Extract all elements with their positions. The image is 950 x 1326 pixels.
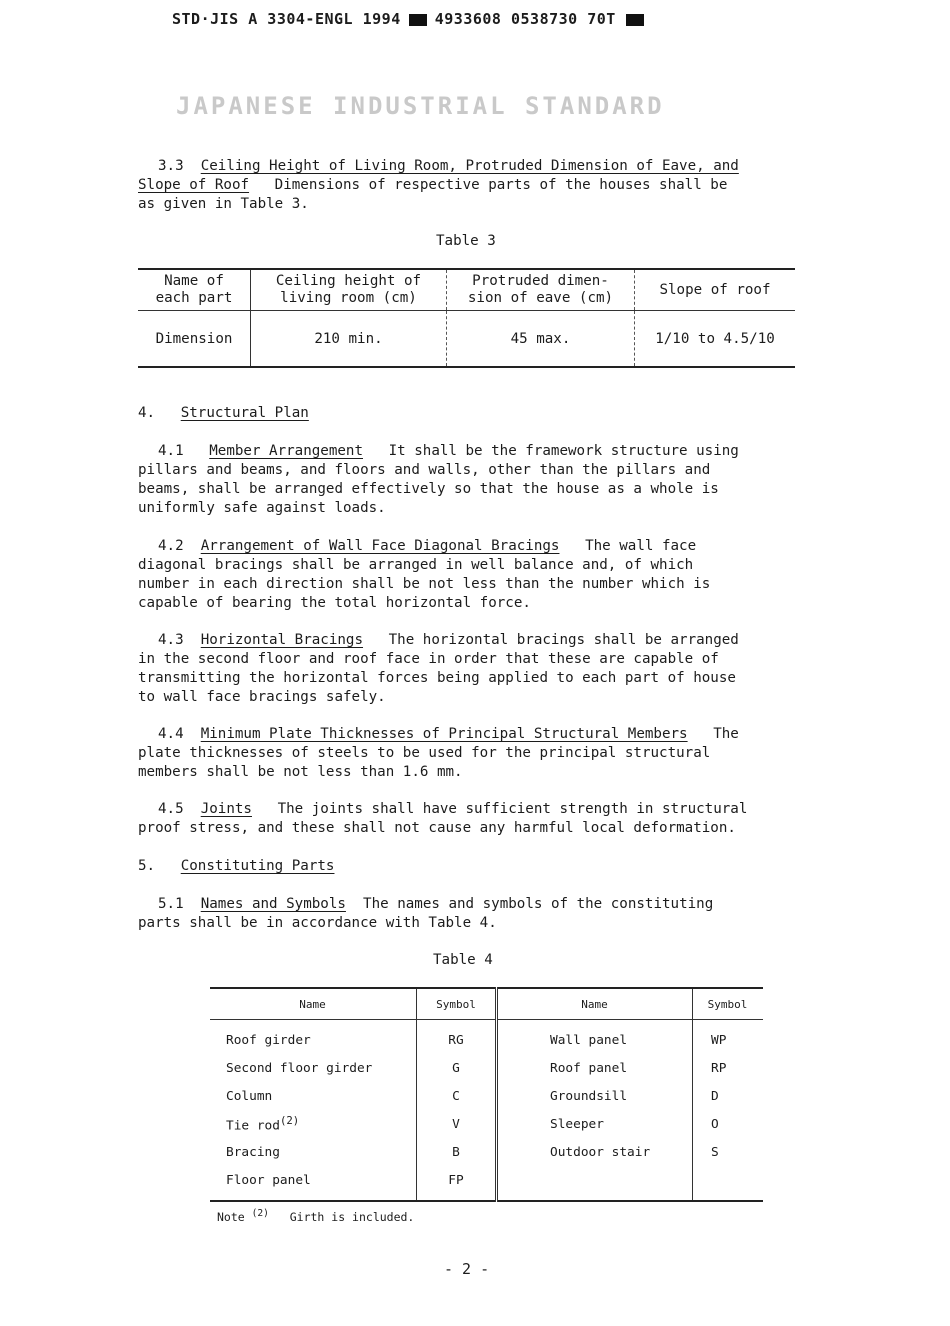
table-cell: G bbox=[417, 1054, 497, 1082]
section-title: Arrangement of Wall Face Diagonal Bracings bbox=[200, 538, 560, 554]
paragraph-text: capable of bearing the total horizontal force. bbox=[138, 595, 531, 611]
header-block-mark bbox=[626, 14, 644, 26]
table-4-caption: Table 4 bbox=[433, 952, 493, 968]
section-number: 4.4 bbox=[158, 726, 184, 742]
section-number: 4.3 bbox=[158, 632, 184, 648]
table-cell: 210 min. bbox=[251, 311, 447, 368]
paragraph-text: The horizontal bracings shall be arranged bbox=[388, 632, 739, 648]
table-3-caption: Table 3 bbox=[436, 233, 496, 249]
table-cell bbox=[497, 1166, 693, 1201]
note-text: Girth is included. bbox=[289, 1209, 415, 1224]
section-4-1 bbox=[138, 442, 808, 518]
section-title: Minimum Plate Thicknesses of Principal Structural Members bbox=[200, 726, 688, 742]
table-header-cell: Name bbox=[210, 988, 417, 1020]
table-cell: Column bbox=[226, 1088, 273, 1104]
section-3-3 bbox=[138, 157, 808, 214]
table-cell: Dimension bbox=[138, 311, 251, 368]
section-number: 5.1 bbox=[158, 896, 184, 912]
paragraph-text: transmitting the horizontal forces being applied to each part of house bbox=[138, 670, 736, 686]
table-4 bbox=[210, 987, 763, 1202]
section-number: 4.5 bbox=[158, 801, 184, 817]
paragraph-text: diagonal bracings shall be arranged in well balance and, of which bbox=[138, 557, 694, 573]
section-4-3 bbox=[138, 631, 808, 707]
table-cell: Floor panel bbox=[226, 1172, 311, 1188]
table-cell: Wall panel bbox=[497, 1020, 693, 1055]
paragraph-text: It shall be the framework structure using bbox=[388, 443, 739, 459]
section-number: 4.1 bbox=[158, 443, 184, 459]
paragraph-text: in the second floor and roof face in order that these are capable of bbox=[138, 651, 719, 667]
table-cell: FP bbox=[417, 1166, 497, 1201]
paragraph-text: pillars and beams, and floors and walls, other than the pillars and bbox=[138, 462, 711, 478]
table-cell: WP bbox=[693, 1020, 764, 1055]
table-row bbox=[210, 1110, 763, 1138]
table-4-note bbox=[217, 1208, 414, 1224]
footnote-mark: (2) bbox=[279, 1114, 300, 1128]
table-header-row bbox=[138, 269, 795, 311]
section-number: 4. bbox=[138, 405, 156, 421]
table-cell: Sleeper bbox=[497, 1110, 693, 1138]
paragraph-text: The wall face bbox=[585, 538, 697, 554]
header-block-mark bbox=[409, 14, 427, 26]
table-cell: Outdoor stair bbox=[497, 1138, 693, 1166]
table-cell: B bbox=[417, 1138, 497, 1166]
section-5-1 bbox=[138, 895, 808, 933]
section-title-cont: Slope of Roof bbox=[138, 177, 250, 193]
paragraph-text: parts shall be in accordance with Table 4. bbox=[138, 915, 497, 931]
table-cell bbox=[693, 1166, 764, 1201]
paragraph-text: The bbox=[713, 726, 739, 742]
section-4-heading bbox=[138, 404, 808, 423]
table-header-cell: Name bbox=[497, 988, 693, 1020]
table-header-cell: Protruded dimen- sion of eave (cm) bbox=[447, 269, 635, 311]
header-standard-id: STD·JIS A 3304-ENGL 1994 bbox=[172, 10, 401, 28]
section-title: Ceiling Height of Living Room, Protruded Dimension of Eave, and bbox=[200, 158, 739, 174]
page-number: - 2 - bbox=[444, 1260, 490, 1278]
table-header-cell: Slope of roof bbox=[635, 269, 796, 311]
table-3 bbox=[138, 268, 795, 368]
table-cell: 45 max. bbox=[447, 311, 635, 368]
header-code: 4933608 0538730 70T bbox=[434, 10, 616, 28]
section-title: Structural Plan bbox=[180, 405, 309, 421]
paragraph-text: number in each direction shall be not less than the number which is bbox=[138, 576, 711, 592]
table-cell: S bbox=[693, 1138, 764, 1166]
table-header-row bbox=[210, 988, 763, 1020]
table-cell: D bbox=[693, 1082, 764, 1110]
table-row bbox=[210, 1082, 763, 1110]
section-number: 3.3 bbox=[158, 158, 184, 174]
section-5-heading bbox=[138, 857, 808, 876]
table-cell: Bracing bbox=[226, 1144, 280, 1160]
table-row bbox=[138, 311, 795, 368]
table-cell: Groundsill bbox=[497, 1082, 693, 1110]
table-cell: C bbox=[417, 1082, 497, 1110]
section-number: 4.2 bbox=[158, 538, 184, 554]
section-number: 5. bbox=[138, 858, 156, 874]
section-title: Names and Symbols bbox=[200, 896, 346, 912]
table-cell: Roof panel bbox=[497, 1054, 693, 1082]
table-row bbox=[210, 1138, 763, 1166]
table-cell: 1/10 to 4.5/10 bbox=[655, 330, 775, 347]
section-title: Joints bbox=[200, 801, 252, 817]
paragraph-text: Dimensions of respective parts of the houses shall be bbox=[274, 177, 728, 193]
table-header-cell: Ceiling height of living room (cm) bbox=[251, 269, 447, 311]
section-title: Constituting Parts bbox=[180, 858, 335, 874]
table-header-cell: Symbol bbox=[417, 988, 497, 1020]
document-header bbox=[172, 10, 644, 28]
table-cell: Tie rod$^{(2)}$ bbox=[226, 1114, 300, 1134]
table-row bbox=[210, 1020, 763, 1055]
paragraph-text: as given in Table 3. bbox=[138, 196, 309, 212]
section-4-5 bbox=[138, 800, 808, 838]
paragraph-text: uniformly safe against loads. bbox=[138, 500, 386, 516]
table-cell: V bbox=[417, 1110, 497, 1138]
table-cell: RG bbox=[417, 1020, 497, 1055]
table-row bbox=[210, 1054, 763, 1082]
paragraph-text: The joints shall have sufficient strength in structural bbox=[277, 801, 748, 817]
paragraph-text: to wall face bracings safely. bbox=[138, 689, 386, 705]
note-label: Note bbox=[217, 1209, 245, 1224]
table-cell: O bbox=[693, 1110, 764, 1138]
table-cell: Roof girder bbox=[226, 1032, 311, 1048]
paragraph-text: members shall be not less than 1.6 mm. bbox=[138, 764, 463, 780]
paragraph-text: The names and symbols of the constituting bbox=[363, 896, 714, 912]
paragraph-text: proof stress, and these shall not cause any harmful local deformation. bbox=[138, 820, 736, 836]
table-header-cell: Name of each part bbox=[138, 269, 251, 311]
table-header-cell: Symbol bbox=[693, 988, 764, 1020]
table-cell: Second floor girder bbox=[226, 1060, 373, 1076]
section-4-2 bbox=[138, 537, 808, 613]
section-4-4 bbox=[138, 725, 808, 782]
faded-title: JAPANESE INDUSTRIAL STANDARD bbox=[176, 92, 665, 120]
footnote-mark: (2) bbox=[251, 1208, 269, 1219]
table-row bbox=[210, 1166, 763, 1201]
paragraph-text: beams, shall be arranged effectively so that the house as a whole is bbox=[138, 481, 719, 497]
section-title: Member Arrangement bbox=[209, 443, 363, 459]
section-title: Horizontal Bracings bbox=[200, 632, 364, 648]
paragraph-text: plate thicknesses of steels to be used for the principal structural bbox=[138, 745, 711, 761]
table-cell: RP bbox=[693, 1054, 764, 1082]
